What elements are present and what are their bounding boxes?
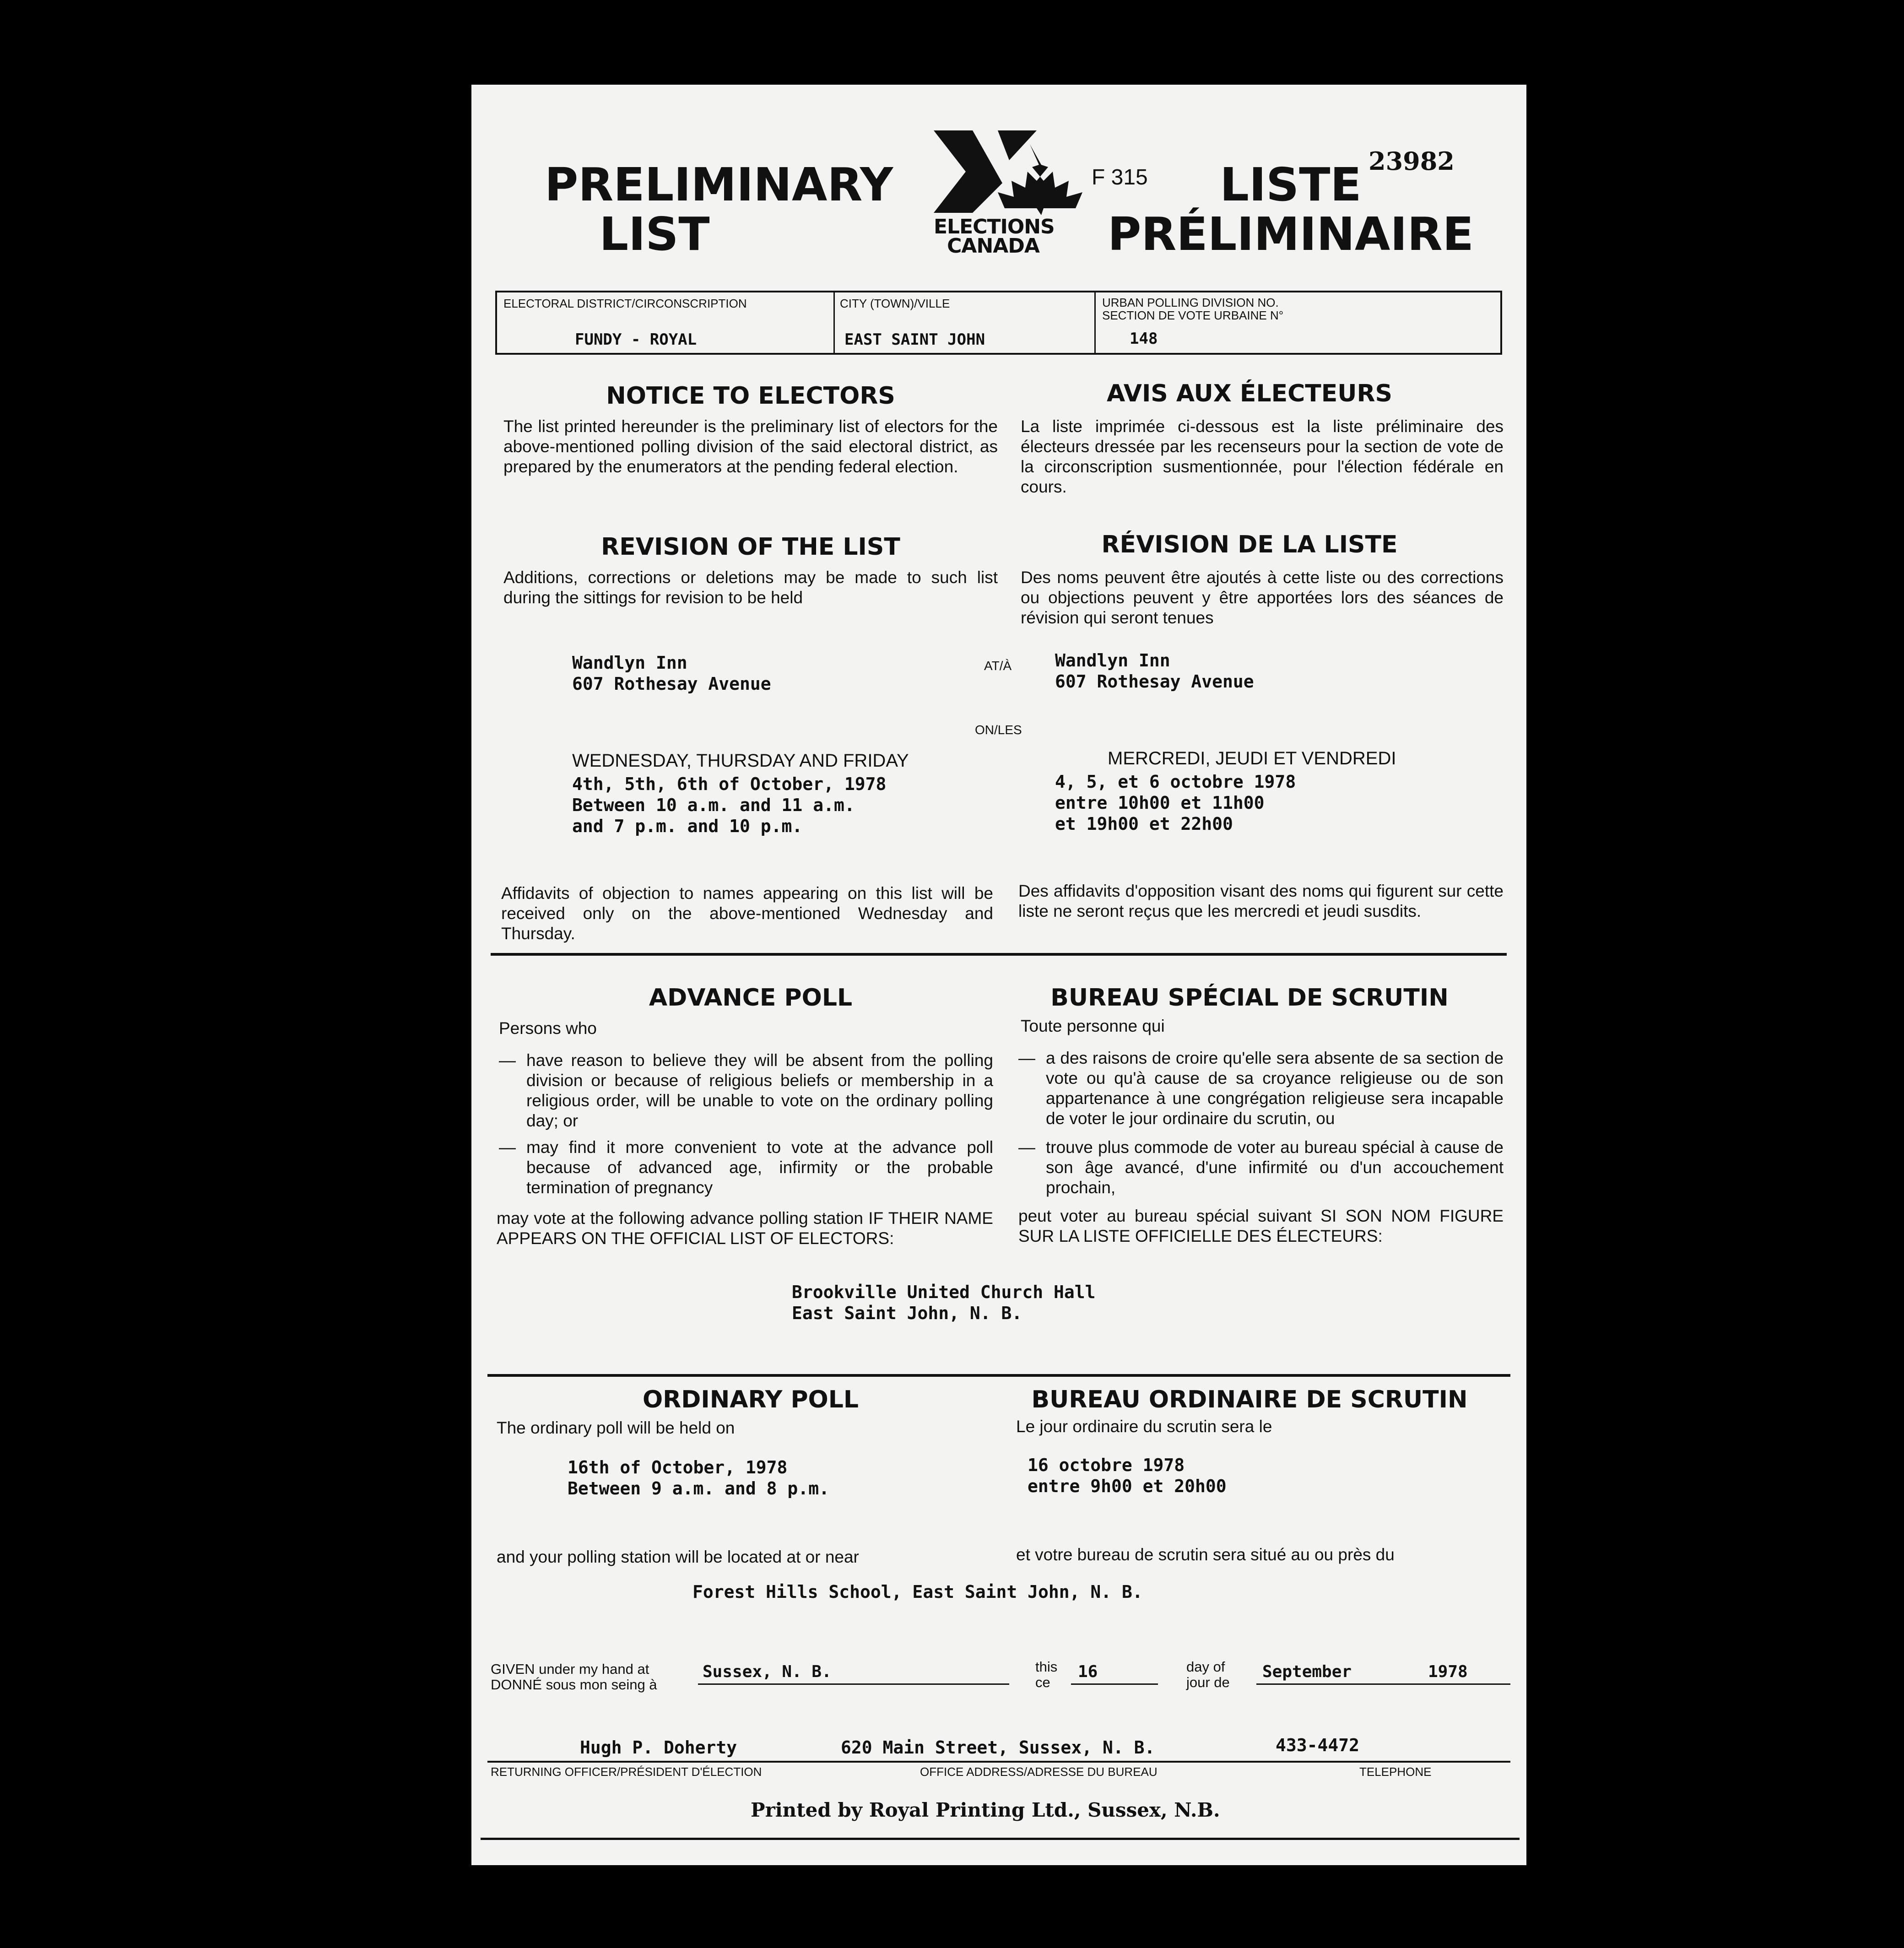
serial-number: 23982 [1368,146,1455,176]
revision-text-fr: Des noms peuvent être ajoutés à cette liste ou des corrections ou objections peuvent y être apportées lors des séances de révision qui seront tenues [1021,568,1504,627]
footer-rule [481,1838,1520,1840]
advance-location-line2: East Saint John, N. B. [792,1303,1022,1323]
advance-intro-en: Persons who [499,1019,597,1038]
ordinary-heading-fr: BUREAU ORDINAIRE DE SCRUTIN [1031,1386,1468,1413]
address-label: OFFICE ADDRESS/ADRESSE DU BUREAU [920,1765,1158,1779]
ordinary-heading-en: ORDINARY POLL [642,1386,859,1413]
logo-text-line1: ELECTIONS [934,215,1055,238]
telephone-number: 433-4472 [1276,1735,1360,1755]
advance-item1-en-text: have reason to believe they will be absent from the polling division or because of religious beliefs or membership in a religious order, will be unable to vote on the ordinary polling day; or [526,1051,993,1130]
station-text-fr: et votre bureau de scrutin sera situé au ou près du [1016,1545,1395,1564]
ordinary-date-fr [1028,1455,1227,1497]
revision-place-fr-line2: 607 Rothesay Avenue [1055,671,1254,692]
division-label-line1: URBAN POLLING DIVISION NO. [1102,296,1279,309]
revision-dates-en-line3: and 7 p.m. and 10 p.m. [572,816,803,836]
election-notice-page [471,85,1526,1865]
at-label: AT/À [984,659,1012,673]
divider-2 [487,1374,1510,1377]
revision-place-en-line1: Wandlyn Inn [572,653,687,673]
given-day: 16 [1078,1662,1098,1681]
division-value: 148 [1130,330,1158,348]
maple-leaf-x-icon [929,128,1098,215]
given-month: September [1262,1662,1352,1681]
divider-1 [491,953,1507,956]
district-box [495,291,1502,355]
revision-dates-en [572,774,886,837]
advance-item2-en [499,1137,993,1198]
revision-place-en-line2: 607 Rothesay Avenue [572,674,771,694]
given-label [491,1661,657,1693]
date-underline [1256,1683,1510,1685]
district-cell [497,292,835,353]
title-fr-line2: PRÉLIMINAIRE [1108,207,1474,261]
logo-text [934,217,1053,256]
advance-heading-en: ADVANCE POLL [649,984,853,1012]
revision-dates-fr-line3: et 19h00 et 22h00 [1055,814,1233,834]
logo-text-line2: CANADA [947,234,1039,258]
ordinary-date-en-line2: Between 9 a.m. and 8 p.m. [568,1478,829,1499]
this-label-fr: ce [1035,1674,1050,1690]
revision-days-fr: MERCREDI, JEUDI ET VENDREDI [1108,748,1396,768]
revision-dates-fr-line2: entre 10h00 et 11h00 [1055,793,1265,813]
ordinary-date-fr-line2: entre 9h00 et 20h00 [1028,1476,1227,1496]
ordinary-date-en-line1: 16th of October, 1978 [568,1457,788,1477]
division-label-line2: SECTION DE VOTE URBAINE N° [1102,308,1284,322]
signature-rule [487,1761,1510,1763]
revision-place-fr [1055,650,1254,692]
dash-mark: — [499,1051,516,1070]
dash-mark: — [1018,1049,1035,1067]
form-number: F 315 [1092,165,1148,189]
ordinary-intro-fr: Le jour ordinaire du scrutin sera le [1016,1417,1272,1436]
advance-item2-fr-text: trouve plus commode de voter au bureau spécial à cause de son âge avancé, d'une infirmité ou d'un accouchement prochain, [1046,1138,1504,1197]
this-label-en: this [1035,1659,1058,1675]
given-year: 1978 [1428,1662,1468,1681]
advance-item2-fr [1018,1137,1504,1198]
ordinary-date-fr-line1: 16 octobre 1978 [1028,1455,1185,1475]
advance-item1-fr-text: a des raisons de croire qu'elle sera absente de sa section de vote ou qu'à cause de sa croyance religieuse ou de son appartenance à une congrégation religieuse sera incapable de voter le jour ordinaire du scrutin, ou [1046,1049,1504,1128]
title-en [545,158,893,261]
dayof-label [1186,1659,1230,1690]
title-en-line2: LIST [599,207,710,261]
officer-name: Hugh P. Doherty [580,1737,737,1758]
revision-dates-en-line2: Between 10 a.m. and 11 a.m. [572,795,855,815]
given-place: Sussex, N. B. [703,1662,832,1681]
ordinary-date-en [568,1457,829,1499]
dayof-label-fr: jour de [1186,1674,1230,1690]
office-address: 620 Main Street, Sussex, N. B. [841,1737,1155,1758]
revision-dates-fr-line1: 4, 5, et 6 octobre 1978 [1055,772,1296,792]
revision-text-en: Additions, corrections or deletions may be made to such list during the sittings for revision to be held [503,568,998,607]
notice-text-fr: La liste imprimée ci-dessous est la liste préliminaire des électeurs dressée par les recenseurs pour la section de vote de la circonscription susmentionnée, pour l'élection fédérale en cours. [1021,417,1504,496]
revision-heading-fr: RÉVISION DE LA LISTE [1101,531,1398,558]
revision-days-en: WEDNESDAY, THURSDAY AND FRIDAY [572,751,909,771]
advance-item2-en-text: may find it more convenient to vote at the advance poll because of advanced age, infirmity or the probable termination of pregnancy [526,1138,993,1197]
city-cell [833,292,1096,353]
title-fr [1103,160,1478,259]
revision-place-en [572,652,771,694]
revision-dates-en-line1: 4th, 5th, 6th of October, 1978 [572,774,887,794]
dayof-label-en: day of [1186,1659,1225,1675]
title-fr-line1: LISTE [1220,158,1362,211]
elections-canada-logo [929,128,1098,261]
this-label [1035,1659,1057,1690]
advance-outro-en: may vote at the following advance polling station IF THEIR NAME APPEARS ON THE OFFICIAL LIST OF ELECTORS: [497,1209,993,1248]
affidavit-fr: Des affidavits d'opposition visant des noms qui figurent sur cette liste ne seront reçus que les mercredi et jeudi susdits. [1018,882,1504,920]
station-text-en: and your polling station will be located at or near [497,1548,859,1566]
printer-credit: Printed by Royal Printing Ltd., Sussex, N.B. [751,1799,1220,1821]
on-label: ON/LES [975,723,1022,737]
revision-dates-fr [1055,771,1296,834]
revision-heading-en: REVISION OF THE LIST [601,533,900,561]
notice-heading-fr: AVIS AUX ÉLECTEURS [1107,380,1392,407]
dash-mark: — [1018,1138,1035,1157]
day-underline [1071,1683,1158,1685]
title-en-line1: PRELIMINARY [545,158,893,211]
advance-location-line1: Brookville United Church Hall [792,1282,1096,1302]
district-value: FUNDY - ROYAL [575,330,697,349]
telephone-label: TELEPHONE [1359,1765,1432,1779]
station-location: Forest Hills School, East Saint John, N. B. [692,1582,1143,1602]
notice-text-en: The list printed hereunder is the preliminary list of electors for the above-mentioned polling division of the said electoral district, as prepared by the enumerators at the pending federal election. [503,417,998,476]
ordinary-intro-en: The ordinary poll will be held on [497,1418,735,1437]
city-value: EAST SAINT JOHN [844,330,985,349]
revision-place-fr-line1: Wandlyn Inn [1055,650,1170,671]
advance-heading-fr: BUREAU SPÉCIAL DE SCRUTIN [1050,984,1449,1012]
given-label-fr: DONNÉ sous mon seing à [491,1677,657,1693]
city-label: CITY (TOWN)/VILLE [840,297,950,310]
division-cell [1096,292,1498,353]
advance-item1-fr [1018,1048,1504,1129]
officer-label: RETURNING OFFICER/PRÉSIDENT D'ÉLECTION [491,1765,762,1779]
district-label: ELECTORAL DISTRICT/CIRCONSCRIPTION [503,297,747,310]
place-underline [698,1683,1009,1685]
affidavit-en: Affidavits of objection to names appearing on this list will be received only on the above-mentioned Wednesday and Thursday. [501,884,993,943]
advance-intro-fr: Toute personne qui [1021,1017,1165,1035]
advance-outro-fr: peut voter au bureau spécial suivant SI SON NOM FIGURE SUR LA LISTE OFFICIELLE DES ÉLECTEURS: [1018,1207,1504,1245]
advance-location [792,1282,1095,1324]
notice-heading-en: NOTICE TO ELECTORS [606,382,895,410]
dash-mark: — [499,1138,516,1157]
given-label-en: GIVEN under my hand at [491,1661,649,1677]
advance-item1-en [499,1050,993,1131]
